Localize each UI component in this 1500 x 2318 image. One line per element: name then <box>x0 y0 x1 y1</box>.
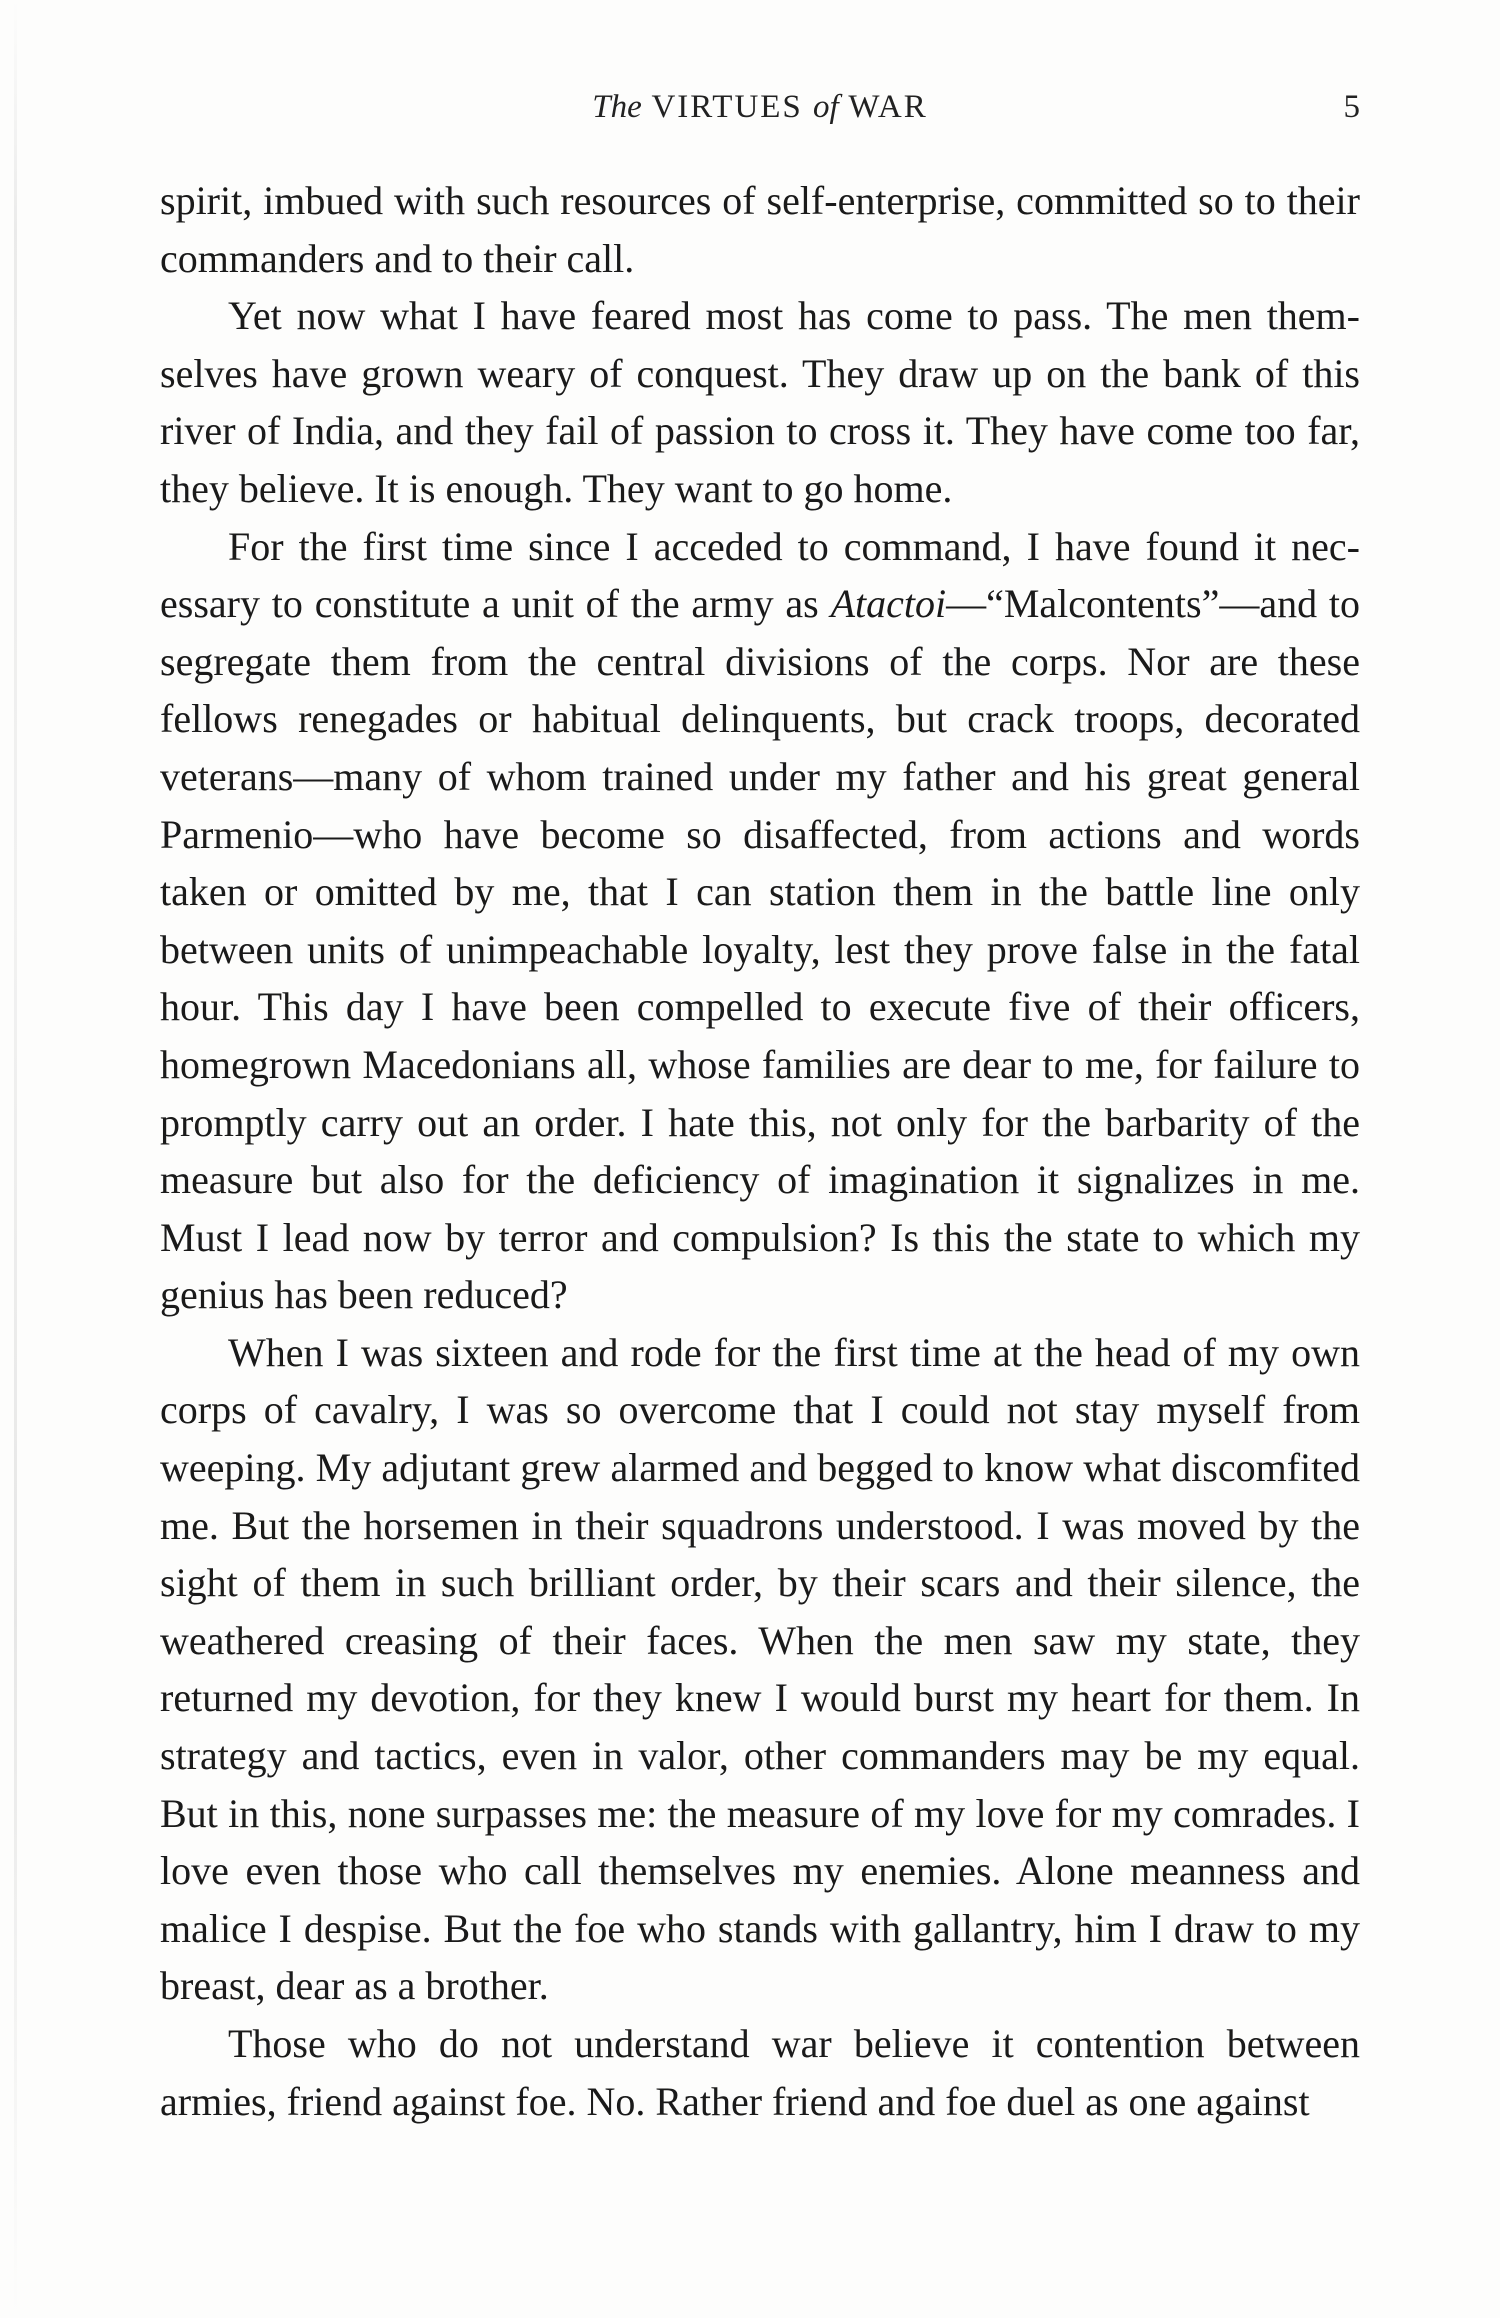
title-prefix: The <box>592 89 642 125</box>
body-text <box>160 172 1360 2130</box>
scan-shadow <box>14 0 17 2318</box>
paragraph-4: When I was sixteen and rode for the first time at the head of my own corps of cavalry, I was so overcome that I could not stay myself from weeping. My adjutant grew alarmed and begged to know what discomfited me. But the horsemen in their squadrons understood. I was moved by the sight of them in such brilliant order, by their scars and their silence, the weathered creasing of their faces. When the men saw my state, they returned my devotion, for they knew I would burst my heart for them. In strategy and tactics, even in valor, other commanders may be my equal. But in this, none surpasses me: the measure of my love for my comrades. I love even those who call themselves my enemies. Alone meanness and malice I despise. But the foe who stands with gallantry, him I draw to my breast, dear as a brother. <box>160 1329 1360 2009</box>
book-title <box>160 82 1360 132</box>
running-head <box>160 82 1360 132</box>
paragraph-1-continuation: spirit, imbued with such resources of self-enterprise, committed so to their commanders and to their call. <box>160 178 1360 281</box>
paragraph-3-start: For the first time since I acceded to command, I have found it necessary to constitute a unit of the army as <box>160 523 1360 627</box>
paragraph-5: Those who do not understand war believe it contention between armies, friend against foe. No. Rather friend and foe duel as one against <box>160 2021 1360 2124</box>
page-number: 5 <box>1343 89 1360 125</box>
title-main: VIRTUES <box>651 89 803 125</box>
paragraph-3 <box>160 518 1360 1324</box>
paragraph-3-rest: —“Malcontents”—and to segregate them from the central divisions of the corps. Nor are these fellows renegades or habitual delinquents, but crack troops, decorated veterans—many of whom trained under my father and his great general Parmenio—who have become so disaffected, from actions and words taken or omitted by me, that I can station them in the battle line only between units of unimpeachable loyalty, lest they prove false in the fatal hour. This day I have been compelled to execute five of their officers, homegrown Macedonians all, whose families are dear to me, for failure to promptly carry out an order. I hate this, not only for the barbarity of the measure but also for the deficiency of imagination it signalizes in me. Must I lead now by terror and compulsion? Is this the state to which my genius has been reduced? <box>160 581 1361 1318</box>
title-of: of <box>813 89 839 125</box>
paragraph-2: Yet now what I have feared most has come to pass. The men themselves have grown weary of conquest. They draw up on the bank of this river of India, and they fail of passion to cross it. They have come too far, they believe. It is enough. They want to go home. <box>160 293 1360 511</box>
atactoi-term: Atactoi <box>830 581 947 627</box>
title-end: WAR <box>848 89 928 125</box>
